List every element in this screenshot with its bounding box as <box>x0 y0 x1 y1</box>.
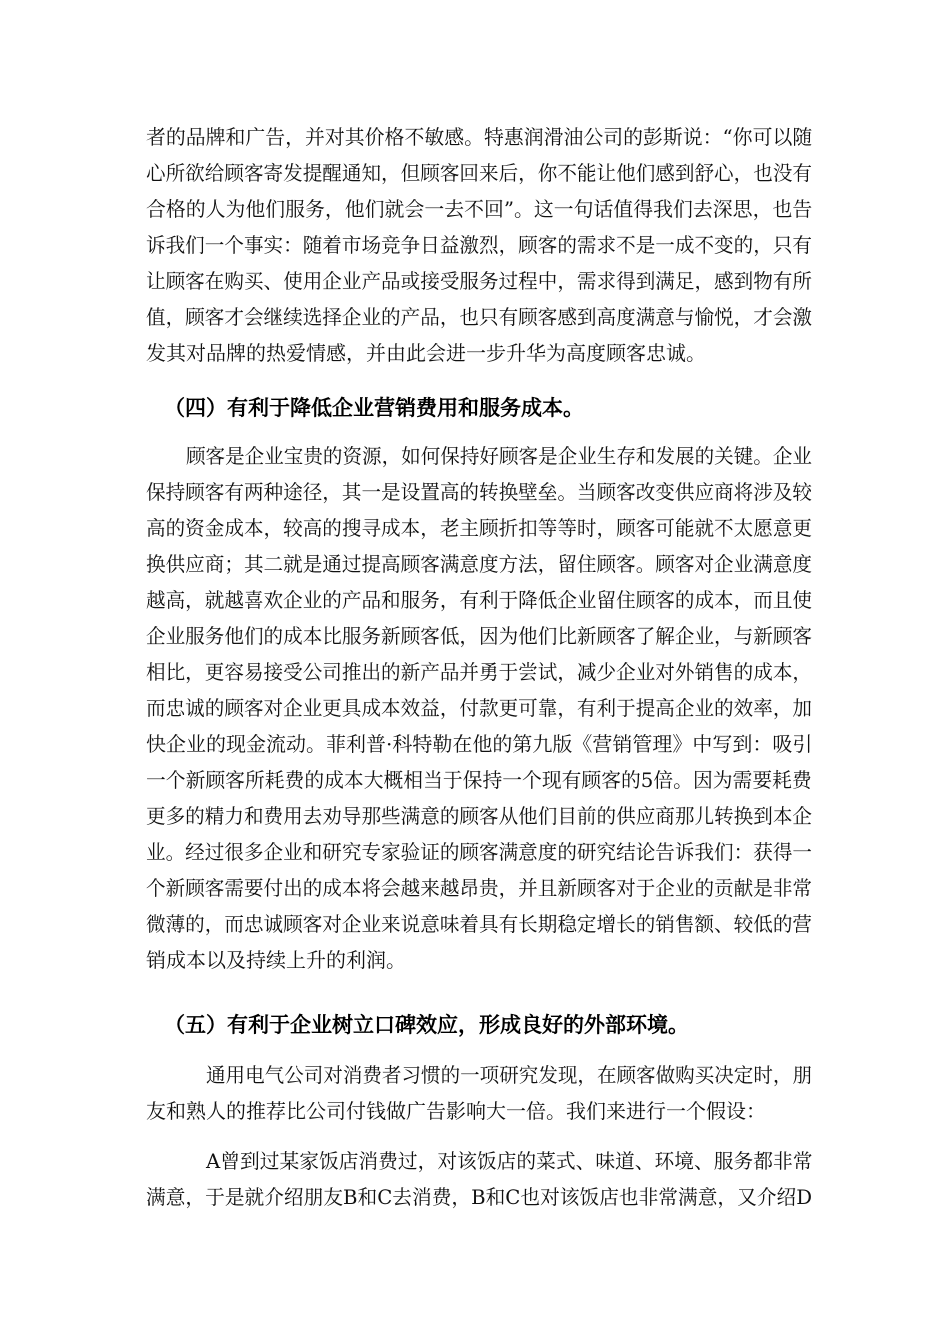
section-heading-4: （四）有利于降低企业营销费用和服务成本。 <box>164 396 584 420</box>
text-line: 业。经过很多企业和研究专家验证的顾客满意度的研究结论告诉我们：获得一 <box>146 840 812 864</box>
text-line: 换供应商；其二就是通过提高顾客满意度方法，留住顾客。顾客对企业满意度 <box>146 552 812 576</box>
text-line: 更多的精力和费用去劝导那些满意的顾客从他们目前的供应商那儿转换到本企 <box>146 804 812 828</box>
text-line: 诉我们一个事实：随着市场竞争日益激烈，顾客的需求不是一成不变的，只有 <box>146 233 812 257</box>
section-heading-5: （五）有利于企业树立口碑效应，形成良好的外部环境。 <box>164 1013 689 1037</box>
text-line: 一个新顾客所耗费的成本大概相当于保持一个现有顾客的5倍。因为需要耗费 <box>146 768 812 792</box>
text-line: 心所欲给顾客寄发提醒通知，但顾客回来后，你不能让他们感到舒心，也没有 <box>146 161 812 185</box>
text-line: 通用电气公司对消费者习惯的一项研究发现，在顾客做购买决定时，朋 <box>206 1063 812 1087</box>
text-line: 友和熟人的推荐比公司付钱做广告影响大一倍。我们来进行一个假设： <box>146 1099 766 1123</box>
text-line: 保持顾客有两种途径，其一是设置高的转换壁垒。当顾客改变供应商将涉及较 <box>146 480 812 504</box>
text-line: 销成本以及持续上升的利润。 <box>146 948 406 972</box>
text-line: A曾到过某家饭店消费过，对该饭店的菜式、味道、环境、服务都非常 <box>206 1149 813 1173</box>
text-line: 相比，更容易接受公司推出的新产品并勇于尝试，减少企业对外销售的成本， <box>146 660 812 684</box>
text-line: 合格的人为他们服务，他们就会一去不回”。这一句话值得我们去深思，也告 <box>146 197 813 221</box>
text-line: 让顾客在购买、使用企业产品或接受服务过程中，需求得到满足，感到物有所 <box>146 269 812 293</box>
text-line: 快企业的现金流动。菲利普·科特勒在他的第九版《营销管理》中写到：吸引 <box>146 732 813 756</box>
text-line: 发其对品牌的热爱情感，并由此会进一步升华为高度顾客忠诚。 <box>146 341 706 365</box>
text-line: 企业服务他们的成本比服务新顾客低，因为他们比新顾客了解企业，与新顾客 <box>146 624 812 648</box>
text-line: 者的品牌和广告，并对其价格不敏感。特惠润滑油公司的彭斯说：“你可以随 <box>146 125 813 149</box>
text-line: 微薄的，而忠诚顾客对企业来说意味着具有长期稳定增长的销售额、较低的营 <box>146 912 812 936</box>
text-line: 高的资金成本，较高的搜寻成本，老主顾折扣等等时，顾客可能就不太愿意更 <box>146 516 812 540</box>
text-line: 个新顾客需要付出的成本将会越来越昂贵，并且新顾客对于企业的贡献是非常 <box>146 876 812 900</box>
text-line: 值，顾客才会继续选择企业的产品，也只有顾客感到高度满意与愉悦，才会激 <box>146 305 812 329</box>
text-line: 而忠诚的顾客对企业更具成本效益，付款更可靠，有利于提高企业的效率，加 <box>146 696 812 720</box>
text-line: 满意，于是就介绍朋友B和C去消费，B和C也对该饭店也非常满意，又介绍D <box>146 1185 813 1209</box>
text-line: 顾客是企业宝贵的资源，如何保持好顾客是企业生存和发展的关键。企业 <box>186 444 812 468</box>
text-line: 越高，就越喜欢企业的产品和服务，有利于降低企业留住顾客的成本，而且使 <box>146 588 812 612</box>
